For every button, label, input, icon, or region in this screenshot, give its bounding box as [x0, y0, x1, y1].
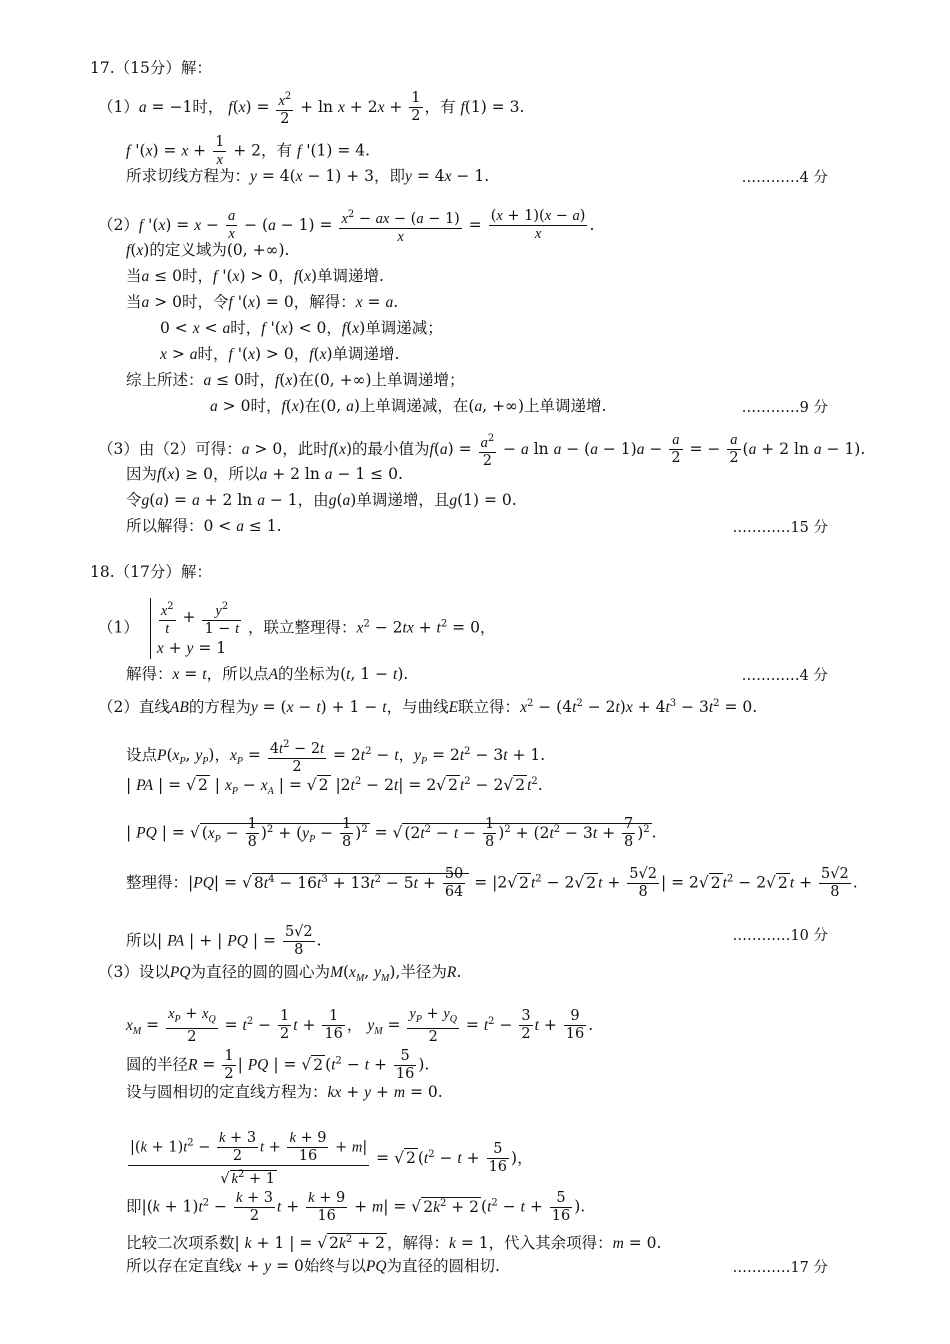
q17-interval-dec: 0 < x < a时，f '(x) < 0，f(x)单调递减； — [160, 319, 443, 337]
q17-interval-inc: x > a时，f '(x) > 0，f(x)单调递增. — [160, 345, 400, 363]
q17-score-4: …………4 分 — [741, 170, 828, 186]
q17-score-15: …………15 分 — [732, 520, 828, 536]
q18-pa-plus-pq: 所以| PA | + | PQ | = $\frac{5√2}{8}$ . — [126, 924, 322, 958]
q17-summary-2: a > 0时，f(x)在(0, a)上单调递减，在(a, +∞)上单调递增. — [210, 397, 607, 415]
q18-center-coords: $x_M$ = $\frac{x_P + x_Q}{2}$ = $t^2$ − $\frac{1}{2}$ t + $\frac{1}{16}$ ， $y_M$ = $\frac{y_P + y_Q}{2}$ = $t^2$ − $\frac{3}{2}$ t + $\frac{9}{16}$ . — [126, 1006, 594, 1045]
q17-tangent-line: 所求切线方程为：y = 4(x − 1) + 3，即y = 4x − 1. — [126, 167, 490, 185]
q18-pq-simplified: 整理得：|PQ| = √ $8t^4 - 16t^3 + 13t^2 - 5t$ + $\frac{50}{64}$ = |2√ 2 $t^2 - 2√$ 2 t + $\frac{5√2}{8}$ | = 2√ 2 $t^2 - 2√$ 2 t + $\frac{5√2}{8}$ . — [126, 866, 858, 900]
q17-case-a-le-0: 当a ≤ 0时，f '(x) > 0，f(x)单调递增. — [126, 267, 384, 285]
q18-part1-system: （1） $\frac{x^2}{t}$ + $\frac{y^2}{1 - t}$ x + y = 1 ，联立整理得：$x^2 - 2tx + t^2 = 0$， — [98, 598, 495, 658]
q18-pa-length: | PA | = √ 2 | $x_P - x_A$ | = √ 2 $|2t^2 - 2t| = 2√$ 2 $t^2 - 2√$ 2 $t^2$. — [126, 776, 543, 798]
q18-part3-circle: （3）设以PQ为直径的圆的圆心为$M(x_M$, $y_M$),半径为R. — [98, 963, 462, 985]
q18-score-4: …………4 分 — [741, 668, 828, 684]
q18-point-a: 解得：x = t，所以点A的坐标为(t, 1 − t). — [126, 665, 409, 683]
q17-header: 17.（15分）解： — [90, 59, 212, 77]
q18-point-p: 设点$P(x_P$, $y_P$)，$x_P$ = $\frac{4t^2 - 2t}{2}$ = $2t^2 - t$，$y_P = 2t^2 - 3t + 1$. — [126, 739, 546, 775]
q17-summary-1: 综上所述：a ≤ 0时，f(x)在(0, +∞)上单调递增； — [126, 371, 465, 389]
q17-ineq: 因为f(x) ≥ 0，所以a + 2 ln a − 1 ≤ 0. — [126, 465, 403, 483]
q18-pq-length: | PQ | = √ ($x_P$ − $\frac{1}{8}$ )$^2 + (y_P$ − $\frac{1}{8}$ )$^2$ = √ ($2t^2 - t$ − $\frac{1}{8}$ )$^2 + (2t^2 - 3t$ + $\frac{7}{8}$ )$^2$ . — [126, 816, 657, 850]
q18-distance-eq-2: 即$|(k + 1)t^2$ − $\frac{k + 3}{2}$ t + $\frac{k + 9}{16}$ + m| = √ $2k^2 + 2$ ($t^2 - t$ + $\frac{5}{16}$ ). — [126, 1190, 586, 1224]
q18-conclusion: 所以存在定直线x + y = 0始终与以PQ为直径的圆相切. — [126, 1257, 500, 1275]
q17-result: 所以解得：0 < a ≤ 1. — [126, 517, 282, 535]
q18-distance-eq: $|(k + 1)t^2$ − $\frac{k + 3}{2}$ t + $\frac{k + 9}{16}$ + m| √ $k^2 + 1$ = √ 2 ($t^2 - t$ + $\frac{5}{16}$ )， — [130, 1130, 533, 1187]
q18-score-10: …………10 分 — [732, 928, 828, 944]
q17-part3-min: （3）由（2）可得：a > 0，此时f(x)的最小值为f(a) = $\frac{a^2}{2}$ − a ln a − (a − 1)a − $\frac{a}{2}$ = − $\frac{a}{2}$ (a + 2 ln a − 1). — [98, 432, 866, 469]
q17-g-def: 令g(a) = a + 2 ln a − 1，由g(a)单调递增，且g(1) = 0. — [126, 491, 517, 509]
q17-derivative: f '(x) = x + $\frac{1}{x}$ + 2，有 f '(1) = 4. — [126, 134, 371, 168]
q18-part2-line: （2）直线AB的方程为y = (x − t) + 1 − t，与曲线E联立得：$x^2 - (4t^2 - 2t)x + 4t^3 - 3t^2 = 0$. — [98, 698, 758, 717]
q18-tangent-line: 设与圆相切的定直线方程为：kx + y + m = 0. — [126, 1083, 443, 1101]
q18-compare: 比较二次项系数| k + 1 | = √ $2k^2 + 2$ ，解得：k = 1，代入其余项得：m = 0. — [126, 1234, 662, 1253]
q17-case-a-gt-0: 当a > 0时，令f '(x) = 0，解得：x = a. — [126, 293, 399, 311]
q17-part1-line1: （1）a = −1时， f(x) = $\frac{x^2}{2}$ + ln x + 2x + $\frac{1}{2}$ ，有 f(1) = 3. — [98, 90, 525, 127]
q18-score-17: …………17 分 — [732, 1260, 828, 1276]
q17-score-9: …………9 分 — [741, 400, 828, 416]
q18-radius: 圆的半径R = $\frac{1}{2}$ | PQ | = √ 2 ($t^2 - t$ + $\frac{5}{16}$ ). — [126, 1048, 430, 1082]
q17-part2-derivative: （2）f '(x) = x − $\frac{a}{x}$ − (a − 1) = $\frac{x^2 - ax - (a - 1)}{x}$ = $\frac{(x + 1)(x - a)}{x}$ . — [98, 208, 595, 245]
q18-header: 18.（17分）解： — [90, 563, 212, 581]
q17-domain: f(x)的定义域为(0, +∞). — [126, 241, 290, 259]
